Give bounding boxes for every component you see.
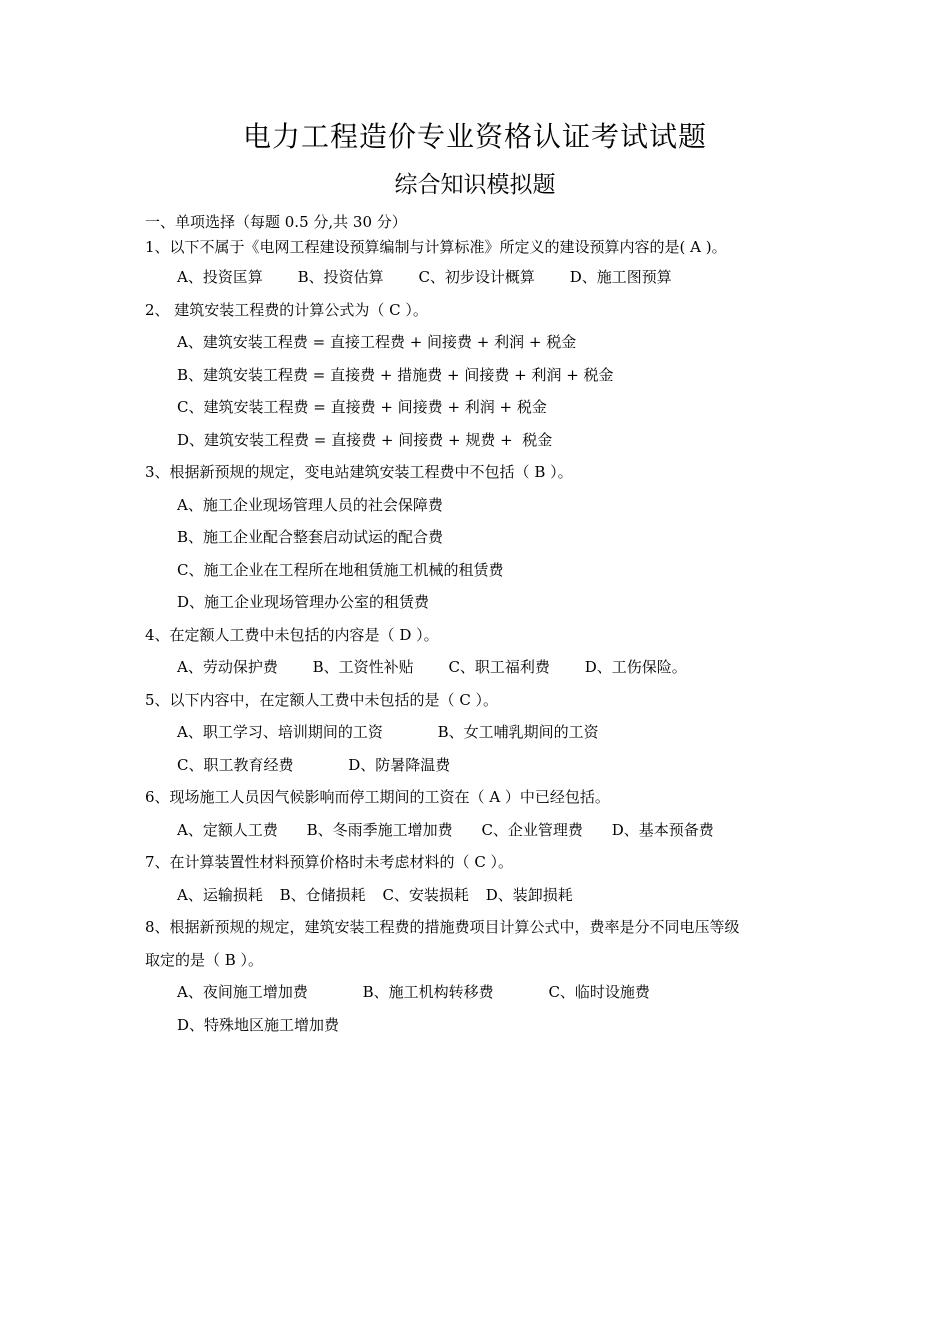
option-b: B、施工机构转移费 — [362, 983, 494, 1001]
section-header: 一、单项选择（每题 0.5 分,共 30 分） — [145, 213, 407, 231]
option-row — [145, 391, 825, 424]
option-row — [145, 814, 825, 847]
option-d: D、建筑安装工程费 = 直接费 + 间接费 + 规费 + 税金 — [177, 430, 553, 449]
question-text-continued: 取定的是（ B ）。 — [145, 950, 264, 969]
option-a: A、劳动保护费 — [177, 658, 278, 676]
question-text: 5、以下内容中，在定额人工费中未包括的是（ C ）。 — [145, 690, 499, 709]
option-d: D、防暑降温费 — [348, 755, 451, 774]
option-d: D、施工企业现场管理办公室的租赁费 — [177, 593, 430, 611]
option-row — [145, 879, 825, 912]
option-a: A、定额人工费 — [177, 820, 278, 839]
option-c: C、职工教育经费 — [177, 755, 294, 774]
option-a: A、施工企业现场管理人员的社会保障费 — [177, 495, 443, 514]
question-text: 4、在定额人工费中未包括的内容是（ D ）。 — [145, 625, 439, 644]
option-a: A、夜间施工增加费 — [177, 983, 308, 1001]
option-b: B、投资估算 — [297, 268, 384, 286]
option-c: C、初步设计概算 — [418, 268, 535, 286]
option-d: D、施工图预算 — [569, 268, 672, 286]
question-6 — [145, 781, 825, 846]
option-a: A、运输损耗 — [177, 885, 263, 904]
option-b: B、女工哺乳期间的工资 — [437, 723, 599, 741]
option-d: D、工伤保险。 — [584, 658, 687, 676]
option-a: A、投资匡算 — [177, 268, 263, 286]
option-c: C、企业管理费 — [481, 820, 583, 839]
option-row — [145, 489, 825, 522]
question-3 — [145, 456, 825, 619]
question-text: 7、在计算装置性材料预算价格时未考虑材料的（ C ）。 — [145, 853, 514, 871]
option-c: C、施工企业在工程所在地租赁施工机械的租赁费 — [177, 560, 504, 579]
exam-subtitle: 综合知识模拟题 — [394, 172, 556, 198]
question-4 — [145, 619, 825, 684]
option-row — [145, 586, 825, 619]
option-d: D、基本预备费 — [611, 820, 714, 839]
option-row — [145, 521, 825, 554]
question-8 — [145, 911, 825, 1041]
option-c: C、职工福利费 — [448, 658, 550, 676]
option-d: D、特殊地区施工增加费 — [177, 1015, 340, 1034]
option-a: A、职工学习、培训期间的工资 — [177, 723, 383, 741]
option-b: B、工资性补贴 — [312, 658, 414, 676]
question-text: 6、现场施工人员因气候影响而停工期间的工资在（ A ）中已经包括。 — [145, 788, 610, 806]
question-2 — [145, 294, 825, 457]
option-c: C、安装损耗 — [382, 885, 469, 904]
option-row — [145, 424, 825, 457]
option-b: B、仓储损耗 — [279, 885, 366, 904]
option-row — [145, 1009, 825, 1042]
question-text: 3、根据新预规的规定，变电站建筑安装工程费中不包括（ B ）。 — [145, 463, 573, 481]
option-row — [145, 749, 825, 782]
option-row — [145, 716, 825, 749]
option-row — [145, 359, 825, 392]
question-1 — [145, 233, 825, 294]
option-row — [145, 261, 825, 294]
option-d: D、装卸损耗 — [485, 885, 573, 904]
option-row — [145, 651, 825, 684]
question-5 — [145, 684, 825, 782]
option-c: C、建筑安装工程费 = 直接费 + 间接费 + 利润 + 税金 — [177, 398, 547, 416]
option-row — [145, 554, 825, 587]
exam-content — [145, 211, 825, 1041]
option-row — [145, 326, 825, 359]
option-row — [145, 976, 825, 1009]
exam-title: 电力工程造价专业资格认证考试试题 — [242, 120, 707, 153]
question-text: 8、根据新预规的规定，建筑安装工程费的措施费项目计算公式中，费率是分不同电压等级 — [145, 918, 740, 936]
question-7 — [145, 846, 825, 911]
option-b: B、施工企业配合整套启动试运的配合费 — [177, 528, 444, 546]
option-b: B、建筑安装工程费 = 直接费 + 措施费 + 间接费 + 利润 + 税金 — [177, 365, 614, 384]
option-a: A、建筑安装工程费 = 直接工程费 + 间接费 + 利润 + 税金 — [177, 333, 577, 351]
question-text: 2、 建筑安装工程费的计算公式为（ C ）。 — [145, 300, 428, 319]
option-b: B、冬雨季施工增加费 — [306, 820, 453, 839]
question-text: 1、以下不属于《电网工程建设预算编制与计算标准》所定义的建设预算内容的是( A )。 — [145, 238, 727, 256]
option-c: C、临时设施费 — [548, 983, 650, 1001]
